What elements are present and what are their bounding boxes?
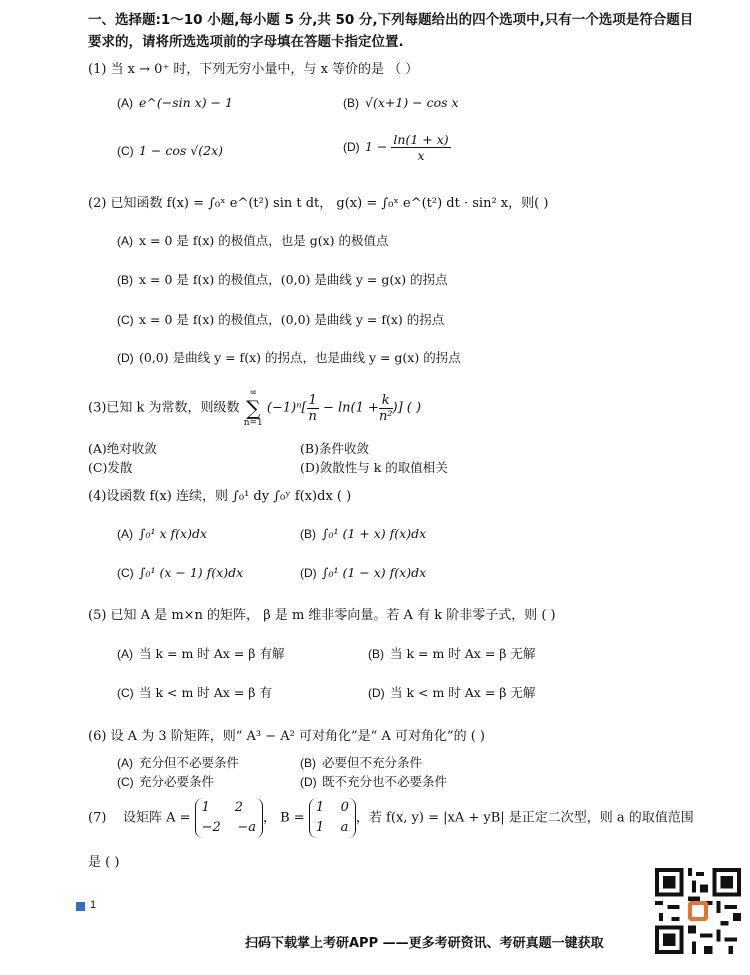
q5-stem: (5) 已知 A 是 m×n 的矩阵， β 是 m 维非零向量。若 A 有 k 阶非零子式，则 ( ) (88, 608, 556, 623)
q1-option-d: (D) 1 − $\frac{\ln(1 + x)}{x}$ (343, 132, 449, 163)
q1-stem: (1) 当 x → 0⁺ 时，下列无穷小量中，与 x 等价的是 （ ） (88, 62, 419, 77)
option-label: (D) (300, 775, 317, 789)
footer-banner: 扫码下载掌上考研APP ——更多考研资讯、考研真题一键获取 (245, 936, 604, 951)
option-label: (D) (117, 351, 134, 365)
q1-option-b: (B) √(x+1) − cos x (343, 95, 459, 110)
q6-option-c: (C) 充分必要条件 (117, 774, 215, 789)
q5-option-d: (D) 当 k < m 时 Ax = β 无解 (368, 685, 536, 700)
q5-option-b: (B) 当 k = m 时 Ax = β 无解 (368, 646, 536, 661)
option-label: (A) (117, 527, 133, 541)
q3-fraction-1: $\frac{1}{n}$ (308, 392, 317, 424)
option-label: (C) (117, 144, 134, 158)
option-label: (A) (88, 441, 107, 456)
q3-stem: (3)已知 k 为常数，则级数 ∞ ∑ n=1 (−1)ⁿ[ $\frac{1}{n}$ − ln(1 + $\frac{k}{\text{n²}}$ )] ( ) (88, 388, 422, 428)
matrix-b: 1 0 1 a (309, 798, 356, 838)
option-label: (A) (117, 234, 133, 248)
option-label: (A) (117, 756, 133, 770)
q1-d-fraction: $\frac{\ln(1 + x)}{x}$ (393, 132, 449, 163)
option-label: (B) (117, 273, 133, 287)
q5-option-a: (A) 当 k = m 时 Ax = β 有解 (117, 646, 285, 661)
q7-stem: (7) 设矩阵 A = 1 2 −2 −a ， B = 1 0 1 a ，若 f(x, y) = |xA + yB| 是正定二次型，则 a 的取值范围 (88, 798, 694, 838)
q6-option-d: (D) 既不充分也不必要条件 (300, 774, 448, 789)
option-label: (C) (88, 460, 108, 475)
q5-option-c: (C) 当 k < m 时 Ax = β 有 (117, 685, 272, 700)
page-marker-icon (76, 902, 85, 911)
option-label: (C) (117, 313, 134, 327)
section-heading-line2: 要求的，请将所选选项前的字母填在答题卡指定位置. (88, 34, 404, 50)
q2-option-d: (D) (0,0) 是曲线 y = f(x) 的拐点，也是曲线 y = g(x) 的拐点 (117, 350, 461, 365)
q2-option-a: (A) x = 0 是 f(x) 的极值点，也是 g(x) 的极值点 (117, 233, 389, 248)
q4-option-d: (D) ∫₀¹ (1 − x) f(x)dx (300, 565, 427, 580)
q2-option-c: (C) x = 0 是 f(x) 的极值点，(0,0) 是曲线 y = f(x) 的拐点 (117, 312, 445, 327)
q2-option-b: (B) x = 0 是 f(x) 的极值点，(0,0) 是曲线 y = g(x) 的拐点 (117, 272, 448, 287)
q3-option-b: (B)条件收敛 (300, 441, 369, 456)
option-label: (C) (117, 775, 134, 789)
option-label: (B) (368, 647, 384, 661)
option-label: (C) (117, 566, 134, 580)
option-label: (D) (343, 140, 360, 154)
option-label: (C) (117, 686, 134, 700)
option-label: (D) (300, 566, 317, 580)
option-label: (A) (117, 647, 133, 661)
option-label: (B) (300, 441, 319, 456)
q6-option-b: (B) 必要但不充分条件 (300, 755, 423, 770)
q4-option-b: (B) ∫₀¹ (1 + x) f(x)dx (300, 526, 427, 541)
q3-option-d: (D)敛散性与 k 的取值相关 (300, 460, 448, 475)
q1-option-c: (C) 1 − cos √(2x) (117, 143, 224, 158)
page-number: 1 (90, 899, 97, 911)
q3-fraction-2: $\frac{k}{\text{n²}}$ (378, 392, 393, 424)
option-label: (D) (368, 686, 385, 700)
option-label: (B) (343, 96, 359, 110)
qr-code-icon[interactable] (655, 868, 741, 954)
q6-stem: (6) 设 A 为 3 阶矩阵，则“ A³ − A² 可对角化”是“ A 可对角化”的 ( ) (88, 729, 486, 744)
option-label: (B) (300, 756, 316, 770)
q3-option-a: (A)绝对收敛 (88, 441, 157, 456)
q4-option-a: (A) ∫₀¹ x f(x)dx (117, 526, 208, 541)
q1-option-a: (A) e^(−sin x) − 1 (117, 95, 233, 110)
q7-stem-line2: 是 ( ) (88, 855, 120, 870)
q3-option-c: (C)发散 (88, 460, 133, 475)
q2-stem: (2) 已知函数 f(x) = ∫₀ˣ e^(t²) sin t dt， g(x) = ∫₀ˣ e^(t²) dt · sin² x，则( ) (88, 196, 549, 211)
q4-option-c: (C) ∫₀¹ (x − 1) f(x)dx (117, 565, 244, 580)
matrix-a: 1 2 −2 −a (195, 798, 263, 838)
option-label: (B) (300, 527, 316, 541)
q3-summation: ∞ ∑ n=1 (243, 388, 263, 428)
option-label: (A) (117, 96, 133, 110)
q6-option-a: (A) 充分但不必要条件 (117, 755, 240, 770)
section-heading-line1: 一、选择题:1～10 小题,每小题 5 分,共 50 分,下列每题给出的四个选项中,只有一个选项是符合题目 (88, 12, 694, 28)
q4-stem: (4)设函数 f(x) 连续，则 ∫₀¹ dy ∫₀ʸ f(x)dx ( ) (88, 489, 352, 504)
option-label: (D) (300, 460, 320, 475)
